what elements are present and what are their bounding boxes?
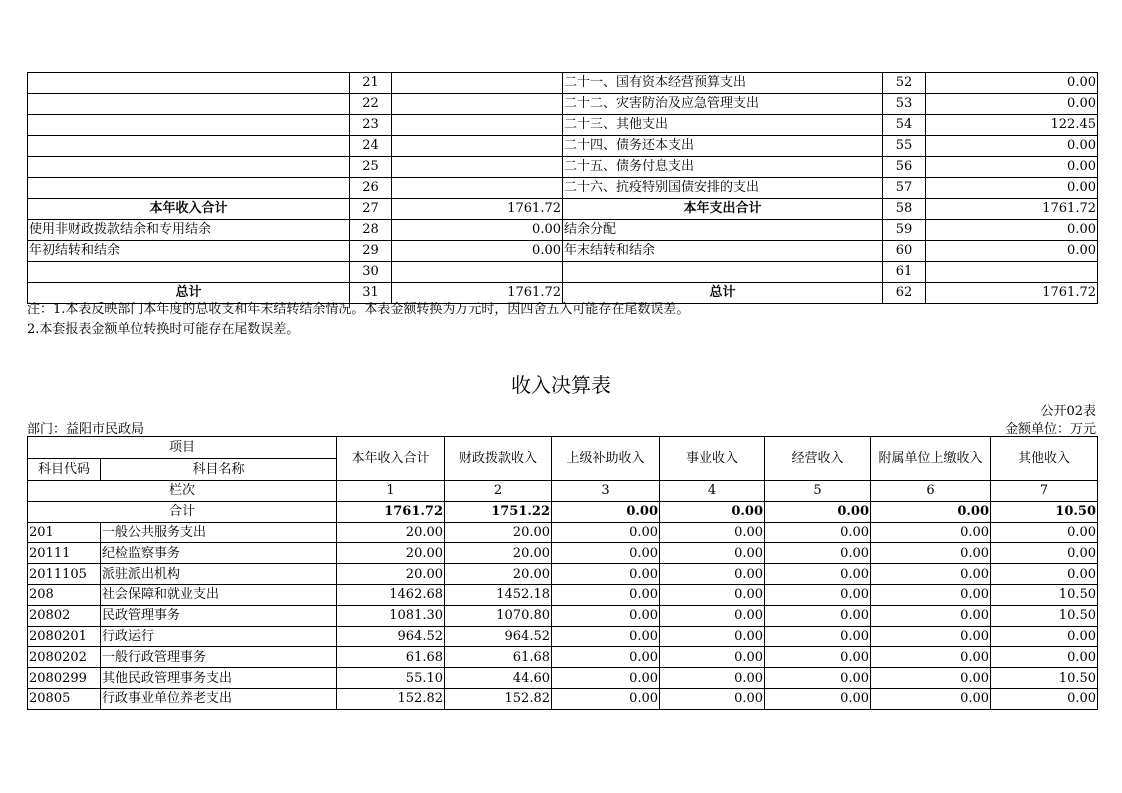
expense-amount: 0.00 [926,73,1098,94]
table-row [28,94,1098,115]
income-amount [392,262,563,283]
income-amount [392,157,563,178]
amount-cell: 0.00 [660,543,765,564]
expense-item: 二十四、债务还本支出 [563,136,883,157]
income-amount: 1761.72 [392,199,563,220]
amount-cell: 61.68 [337,647,445,668]
amount-cell: 10.50 [991,605,1098,626]
amount-cell: 0.00 [871,522,991,543]
subject-code: 201 [28,522,101,543]
table-row [28,543,1098,564]
table-row [28,605,1098,626]
subject-name: 行政运行 [101,626,337,647]
column-header: 事业收入 [660,437,765,481]
amount-cell: 0.00 [552,584,660,605]
income-amount [392,115,563,136]
expense-item: 结余分配 [563,220,883,241]
amount-cell: 0.00 [991,647,1098,668]
amount-cell: 10.50 [991,584,1098,605]
code-header: 科目代码 [28,459,101,481]
amount-cell: 0.00 [765,647,871,668]
amount-cell: 0.00 [991,688,1098,709]
expense-item: 年末结转和结余 [563,241,883,262]
amount-cell: 0.00 [660,564,765,585]
total-value: 0.00 [765,501,871,522]
amount-cell: 61.68 [445,647,552,668]
expense-item: 二十五、债务付息支出 [563,157,883,178]
amount-cell: 964.52 [445,626,552,647]
amount-cell: 0.00 [871,626,991,647]
income-amount: 1761.72 [392,283,563,304]
subject-code: 208 [28,584,101,605]
subject-name: 一般公共服务支出 [101,522,337,543]
amount-cell: 0.00 [552,605,660,626]
subject-code: 20802 [28,605,101,626]
column-number: 5 [765,481,871,502]
income-item [28,178,350,199]
amount-cell: 0.00 [765,605,871,626]
amount-cell: 0.00 [660,605,765,626]
row-number: 61 [883,262,926,283]
income-amount: 0.00 [392,241,563,262]
expense-amount: 0.00 [926,157,1098,178]
total-value: 10.50 [991,501,1098,522]
amount-cell: 0.00 [552,543,660,564]
amount-cell: 0.00 [660,668,765,689]
income-table [27,436,1098,710]
subject-name: 行政事业单位养老支出 [101,688,337,709]
expense-amount: 1761.72 [926,199,1098,220]
amount-cell: 0.00 [552,522,660,543]
amount-cell: 0.00 [660,626,765,647]
amount-cell: 964.52 [337,626,445,647]
table-row [28,647,1098,668]
total-value: 0.00 [871,501,991,522]
row-number: 54 [883,115,926,136]
amount-cell: 152.82 [337,688,445,709]
table-row [28,262,1098,283]
table-row [28,178,1098,199]
amount-cell: 10.50 [991,668,1098,689]
amount-cell: 20.00 [337,564,445,585]
row-number: 23 [350,115,392,136]
expense-total-label: 本年支出合计 [563,199,883,220]
name-header: 科目名称 [101,459,337,481]
budget-overview-body [28,73,1098,304]
column-header: 上级补助收入 [552,437,660,481]
income-item [28,115,350,136]
row-number: 30 [350,262,392,283]
subject-code: 2011105 [28,564,101,585]
table-row [28,584,1098,605]
column-header: 附属单位上缴收入 [871,437,991,481]
table-row [28,157,1098,178]
amount-cell: 20.00 [445,543,552,564]
income-item [28,136,350,157]
table-row [28,668,1098,689]
amount-cell: 0.00 [660,584,765,605]
row-number: 52 [883,73,926,94]
subject-code: 2080201 [28,626,101,647]
income-item [28,157,350,178]
column-number-row [28,481,1098,502]
amount-cell: 0.00 [991,522,1098,543]
amount-cell: 0.00 [871,647,991,668]
expense-amount: 1761.72 [926,283,1098,304]
row-number: 28 [350,220,392,241]
row-number: 57 [883,178,926,199]
amount-cell: 0.00 [660,688,765,709]
amount-unit-label: 金额单位：万元 [1004,422,1096,437]
amount-cell: 152.82 [445,688,552,709]
row-number: 58 [883,199,926,220]
amount-cell: 55.10 [337,668,445,689]
column-number: 3 [552,481,660,502]
amount-cell: 0.00 [765,626,871,647]
total-value: 1761.72 [337,501,445,522]
expense-item: 二十二、灾害防治及应急管理支出 [563,94,883,115]
amount-cell: 20.00 [445,564,552,585]
table-row [28,73,1098,94]
table-row [28,564,1098,585]
amount-cell: 0.00 [991,564,1098,585]
total-row [28,501,1098,522]
row-number: 25 [350,157,392,178]
subject-name: 派驻派出机构 [101,564,337,585]
expense-amount [926,262,1098,283]
income-item [28,262,350,283]
subject-code: 20111 [28,543,101,564]
table-row [28,199,1098,220]
expense-item: 二十一、国有资本经营预算支出 [563,73,883,94]
row-number: 62 [883,283,926,304]
amount-cell: 0.00 [552,626,660,647]
amount-cell: 0.00 [991,626,1098,647]
income-total-label: 本年收入合计 [28,199,350,220]
expense-amount: 0.00 [926,94,1098,115]
row-number: 29 [350,241,392,262]
row-number: 27 [350,199,392,220]
amount-cell: 0.00 [991,543,1098,564]
amount-cell: 0.00 [765,688,871,709]
income-amount [392,136,563,157]
row-number: 56 [883,157,926,178]
subject-code: 20805 [28,688,101,709]
amount-cell: 20.00 [337,522,445,543]
amount-cell: 0.00 [765,543,871,564]
amount-cell: 0.00 [871,564,991,585]
subject-name: 其他民政管理事务支出 [101,668,337,689]
row-number: 59 [883,220,926,241]
amount-cell: 1462.68 [337,584,445,605]
column-header: 其他收入 [991,437,1098,481]
row-number: 31 [350,283,392,304]
total-value: 1751.22 [445,501,552,522]
amount-cell: 0.00 [871,668,991,689]
amount-cell: 0.00 [660,522,765,543]
grand-total-label: 总计 [28,283,350,304]
total-value: 0.00 [552,501,660,522]
income-amount [392,73,563,94]
amount-cell: 1070.80 [445,605,552,626]
table-row [28,688,1098,709]
column-number: 7 [991,481,1098,502]
table-row [28,283,1098,304]
subject-name: 一般行政管理事务 [101,647,337,668]
column-header: 财政拨款收入 [445,437,552,481]
amount-cell: 0.00 [552,688,660,709]
amount-cell: 1452.18 [445,584,552,605]
total-label: 合计 [28,501,337,522]
amount-cell: 0.00 [765,564,871,585]
grand-total-label: 总计 [563,283,883,304]
amount-cell: 0.00 [871,688,991,709]
column-number: 1 [337,481,445,502]
income-item [28,94,350,115]
amount-cell: 20.00 [337,543,445,564]
income-item: 年初结转和结余 [28,241,350,262]
subject-code: 2080202 [28,647,101,668]
column-number: 6 [871,481,991,502]
row-number: 53 [883,94,926,115]
amount-cell: 44.60 [445,668,552,689]
amount-cell: 0.00 [765,584,871,605]
expense-amount: 0.00 [926,220,1098,241]
amount-cell: 0.00 [765,522,871,543]
table-row [28,241,1098,262]
expense-amount: 0.00 [926,136,1098,157]
income-amount [392,94,563,115]
subject-name: 社会保障和就业支出 [101,584,337,605]
expense-amount: 0.00 [926,178,1098,199]
budget-overview-table [27,72,1098,304]
subject-name: 纪检监察事务 [101,543,337,564]
income-item [28,73,350,94]
income-amount: 0.00 [392,220,563,241]
form-tag: 公开02表 [1040,404,1096,419]
amount-cell: 20.00 [445,522,552,543]
row-number: 55 [883,136,926,157]
amount-cell: 0.00 [871,543,991,564]
income-table-body [28,522,1098,709]
table-row [28,626,1098,647]
row-number: 22 [350,94,392,115]
column-number-label: 栏次 [28,481,337,502]
income-item: 使用非财政拨款结余和专用结余 [28,220,350,241]
amount-cell: 0.00 [552,668,660,689]
amount-cell: 0.00 [871,605,991,626]
row-number: 21 [350,73,392,94]
subject-name: 民政管理事务 [101,605,337,626]
column-header: 本年收入合计 [337,437,445,481]
column-header: 经营收入 [765,437,871,481]
page-title: 收入决算表 [511,373,611,397]
subject-code: 2080299 [28,668,101,689]
table-row [28,220,1098,241]
income-amount [392,178,563,199]
expense-item: 二十六、抗疫特别国债安排的支出 [563,178,883,199]
header-row [28,437,1098,459]
amount-cell: 0.00 [552,647,660,668]
amount-cell: 0.00 [552,564,660,585]
item-header: 项目 [28,437,337,459]
amount-cell: 0.00 [871,584,991,605]
amount-cell: 1081.30 [337,605,445,626]
row-number: 60 [883,241,926,262]
expense-item [563,262,883,283]
column-number: 2 [445,481,552,502]
note-line-1: 注：1.本表反映部门本年度的总收支和年末结转结余情况。本表金额转换为万元时，因四舍五入可能存在尾数误差。 [27,302,690,317]
expense-item: 二十三、其他支出 [563,115,883,136]
table-row [28,136,1098,157]
expense-amount: 122.45 [926,115,1098,136]
row-number: 24 [350,136,392,157]
total-value: 0.00 [660,501,765,522]
expense-amount: 0.00 [926,241,1098,262]
amount-cell: 0.00 [660,647,765,668]
department-label: 部门：益阳市民政局 [27,422,145,437]
note-line-2: 2.本套报表金额单位转换时可能存在尾数误差。 [27,322,300,337]
column-number: 4 [660,481,765,502]
amount-cell: 0.00 [765,668,871,689]
table-row [28,522,1098,543]
row-number: 26 [350,178,392,199]
table-row [28,115,1098,136]
